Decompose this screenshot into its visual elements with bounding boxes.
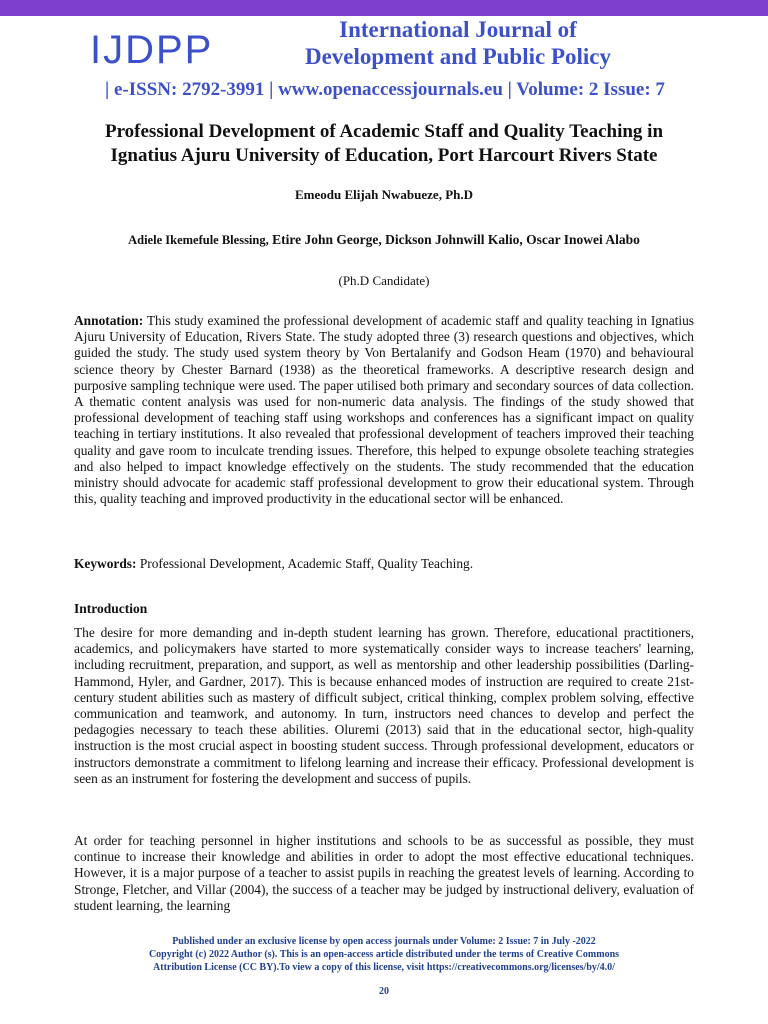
co-authors [70, 230, 698, 250]
abstract-label: Annotation: [74, 313, 144, 328]
main-author: Emeodu Elijah Nwabueze, Ph.D [294, 187, 474, 202]
journal-name-line-2: Development and Public Policy [304, 44, 612, 69]
journal-logo: IJDPP [90, 28, 214, 72]
top-color-bar [0, 0, 768, 16]
keywords-paragraph [74, 556, 694, 572]
abstract-paragraph [74, 313, 694, 507]
journal-name [258, 16, 658, 70]
introduction-heading: Introduction [74, 601, 148, 616]
license-footer [70, 935, 698, 974]
page-number: 20 [379, 986, 389, 997]
issn-info-line: | e-ISSN: 2792-3991 | www.openaccessjournals.eu | Volume: 2 Issue: 7 [105, 79, 665, 100]
candidate-note: (Ph.D Candidate) [338, 273, 430, 288]
introduction-paragraph-1: The desire for more demanding and in-depth student learning has grown. Therefore, educational practitioners, academics, and policymakers have started to more systematically consider ways to increase teachers' learning, including recruitment, preparation, and support, as well as mentorship and other leadership possibilities (Darling-Hammond, Hyler, and Gardner, 2017). This is because enhanced modes of instruction are required to create 21st-century student abilities such as mastery of difficult subject, critical thinking, complex problem solving, effective communication and teamwork, and autonomy. In turn, instructors need chances to develop and perfect the pedagogies necessary to teach these abilities. Oluremi (2013) said that in the educational sector, high-quality instruction is the most crucial aspect in boosting student success. Through professional development, educators or instructors demonstrate a commitment to lifelong learning and increase their efficacy. Professional development is seen as an instrument for fostering the development and success of pupils. [74, 625, 694, 786]
journal-name-line-1: International Journal of [339, 17, 577, 42]
co-authors-rest: Etire John George, Dickson Johnwill Kalio, Oscar Inowei Alabo [268, 232, 640, 247]
paper-title [70, 120, 698, 168]
keywords-text: Professional Development, Academic Staff, Quality Teaching. [136, 556, 474, 571]
keywords-label: Keywords: [74, 556, 137, 571]
paper-title-line-2: Ignatius Ajuru University of Education, Port Harcourt Rivers State [110, 145, 658, 166]
footer-line-2: Copyright (c) 2022 Author (s). This is an open-access article distributed under the terms of Creative Commons [148, 949, 620, 960]
abstract-text: This study examined the professional development of academic staff and quality teaching in Ignatius Ajuru University of Education, Rivers State. The study adopted three (3) research questions and objectives, which guided the study. The study used system theory by Von Bertalanify and Godson Heam (1970) and behavioural science theory by Chester Barnard (1938) as the theoretical frameworks. A descriptive research design and purposive sampling technique were used. The paper utilised both primary and secondary sources of data collection. A thematic content analysis was used for non-numeric data analysis. The findings of the study showed that professional development of teaching staff using workshops and conferences has a significant impact on quality teaching in tertiary institutions. It also revealed that professional development of teachers improved their teaching quality and gave room to inculcate trending issues. Therefore, this helped to expunge obsolete teaching strategies and also helped to impact knowledge effectively on the students. The study recommended that the education ministry should advocate for academic staff professional development to grow their educational system. Through this, quality teaching and improved productivity in the educational sector will be enhanced. [74, 313, 694, 507]
footer-line-1: Published under an exclusive license by open access journals under Volume: 2 Issue: 7 in July -2022 [172, 936, 596, 947]
paper-title-line-1: Professional Development of Academic Staff and Quality Teaching in [104, 121, 664, 142]
footer-line-3: Attribution License (CC BY).To view a copy of this license, visit https://creativecommons.org/licenses/by/4.0/ [153, 962, 615, 973]
co-author-first: Adiele Ikemefule Blessing, [128, 233, 269, 247]
introduction-paragraph-2: At order for teaching personnel in higher institutions and schools to be as successful as possible, they must continue to increase their knowledge and abilities in order to adopt the most effective educational techniques. However, it is a major purpose of a teacher to assist pupils in reaching the greatest levels of learning. According to Stronge, Fletcher, and Villar (2004), the success of a teacher may be judged by instructional delivery, evaluation of student learning, the learning [74, 833, 694, 913]
